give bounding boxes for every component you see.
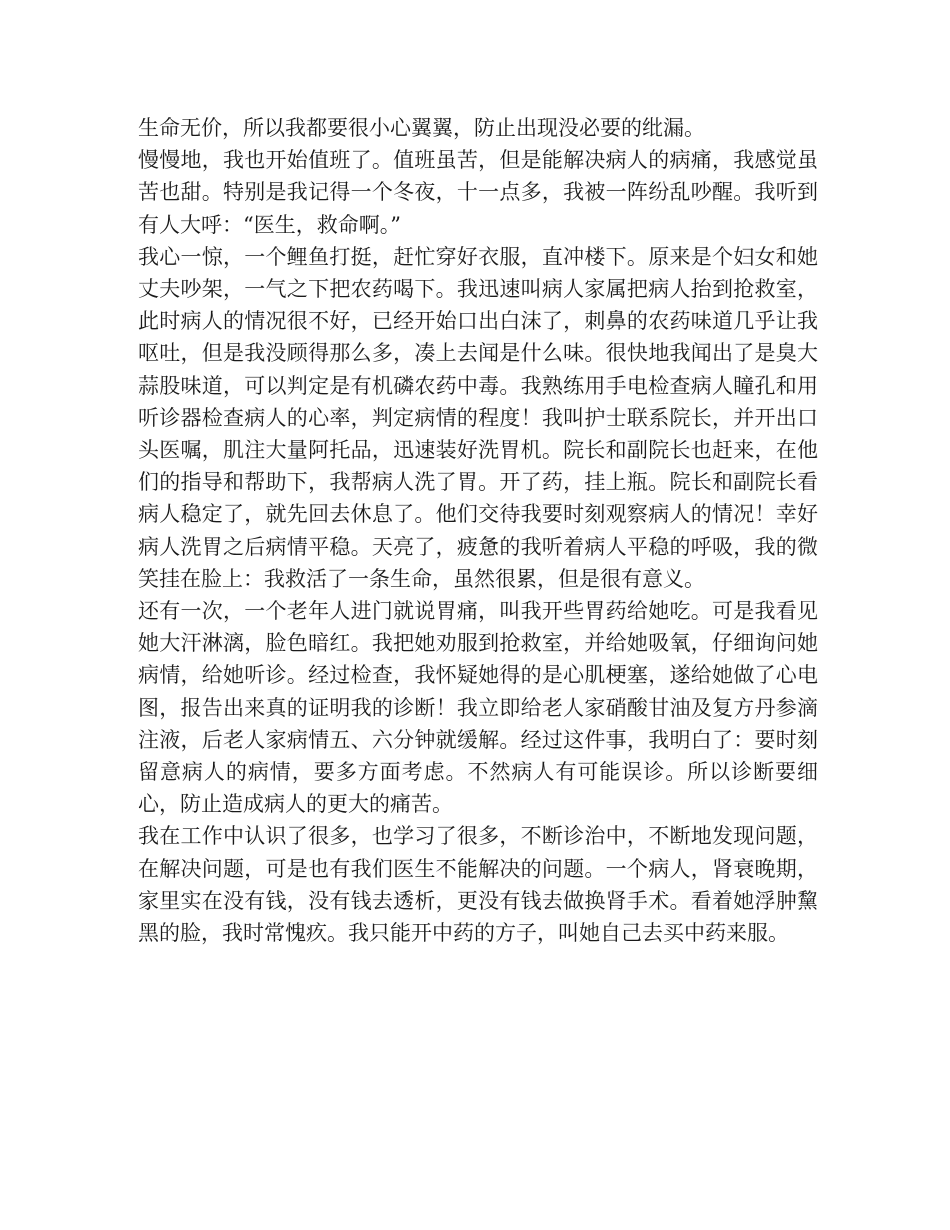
paragraph-5: 我在工作中认识了很多，也学习了很多，不断诊治中，不断地发现问题，在解决问题，可是也有我们医生不能解决的问题。一个病人，肾衰晚期，家里实在没有钱，没有钱去透析，更没有钱去做换肾手术。看着她浮肿黧黑的脸，我时常愧疚。我只能开中药的方子，叫她自己去买中药来服。 [138,824,818,946]
document-body [138,112,818,949]
paragraph-4: 还有一次，一个老年人进门就说胃痛，叫我开些胃药给她吃。可是我看见她大汗淋漓，脸色暗红。我把她劝服到抢救室，并给她吸氧，仔细询问她病情，给她听诊。经过检查，我怀疑她得的是心肌梗塞，遂给她做了心电图，报告出来真的证明我的诊断！我立即给老人家硝酸甘油及复方丹参滴注液，后老人家病情五、六分钟就缓解。经过这件事，我明白了：要时刻留意病人的病情，要多方面考虑。不然病人有可能误诊。所以诊断要细心，防止造成病人的更大的痛苦。 [138,599,818,817]
paragraph-2: 慢慢地，我也开始值班了。值班虽苦，但是能解决病人的病痛，我感觉虽苦也甜。特别是我记得一个冬夜，十一点多，我被一阵纷乱吵醒。我听到有人大呼：“医生，救命啊。” [138,148,818,237]
paragraph-3: 我心一惊，一个鲤鱼打挺，赶忙穿好衣服，直冲楼下。原来是个妇女和她丈夫吵架，一气之下把农药喝下。我迅速叫病人家属把病人抬到抢救室，此时病人的情况很不好，已经开始口出白沫了，刺鼻的农药味道几乎让我呕吐，但是我没顾得那么多，凑上去闻是什么味。很快地我闻出了是臭大蒜股味道，可以判定是有机磷农药中毒。我熟练用手电检查病人瞳孔和用听诊器检查病人的心率，判定病情的程度！我叫护士联系院长，并开出口头医嘱，肌注大量阿托品，迅速装好洗胃机。院长和副院长也赶来，在他们的指导和帮助下，我帮病人洗了胃。开了药，挂上瓶。院长和副院长看病人稳定了，就先回去休息了。他们交待我要时刻观察病人的情况！幸好病人洗胃之后病情平稳。天亮了，疲惫的我听着病人平稳的呼吸，我的微笑挂在脸上：我救活了一条生命，虽然很累，但是很有意义。 [138,244,818,591]
paragraph-1: 生命无价，所以我都要很小心翼翼，防止出现没必要的纰漏。 [138,116,705,140]
